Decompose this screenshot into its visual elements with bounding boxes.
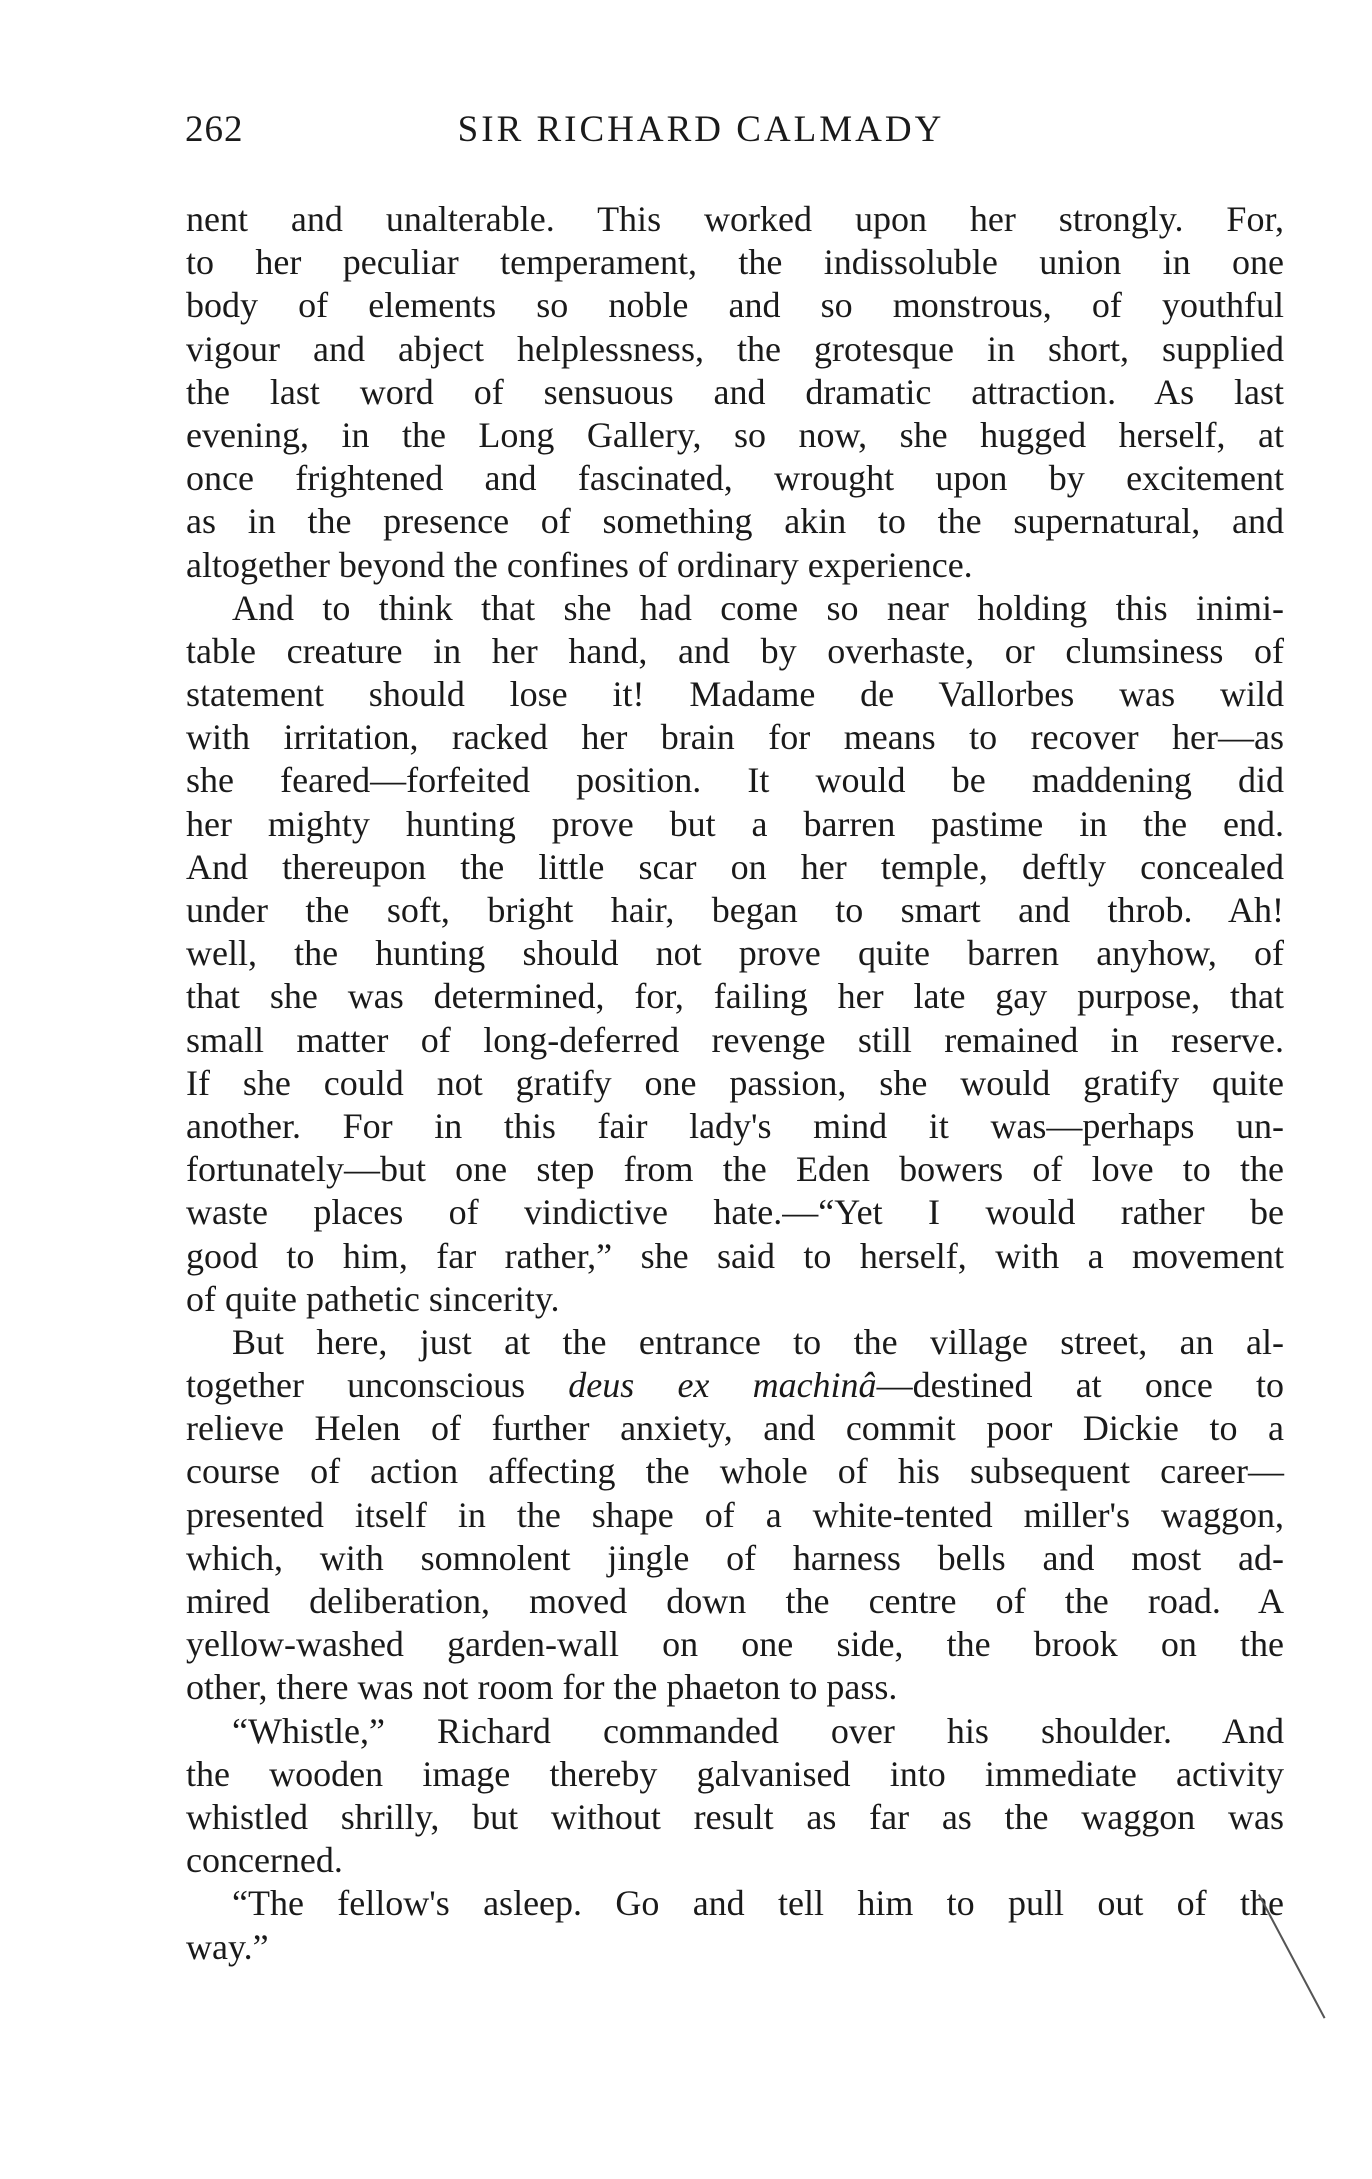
text-line: “Whistle,” Richard commanded over his shoulder. And <box>232 1710 1284 1751</box>
text-line: body of elements so noble and so monstrous, of youthful <box>186 285 1284 326</box>
text-line: “The fellow's asleep. Go and tell him to pull out of the <box>232 1883 1284 1924</box>
text-line: that she was determined, for, failing her late gay purpose, that <box>186 976 1284 1017</box>
text-line: she feared—forfeited position. It would be maddening did <box>186 760 1284 801</box>
text-line: the last word of sensuous and dramatic attraction. As last <box>186 371 1284 412</box>
text-line: small matter of long-deferred revenge still remained in reserve. <box>186 1019 1284 1060</box>
text-line: as in the presence of something akin to the supernatural, and <box>186 501 1284 542</box>
page-number: 262 <box>185 109 244 150</box>
text-line: good to him, far rather,” she said to herself, with a movement <box>186 1235 1284 1276</box>
text-line: table creature in her hand, and by overhaste, or clumsiness of <box>186 630 1284 671</box>
text-line: with irritation, racked her brain for means to recover her—as <box>186 717 1284 758</box>
italic-phrase: deus ex machinâ <box>568 1365 877 1406</box>
running-title: SIR RICHARD CALMADY <box>457 109 945 150</box>
text-line: of quite pathetic sincerity. <box>186 1278 560 1319</box>
text-line: relieve Helen of further anxiety, and commit poor Dickie to a <box>186 1408 1284 1449</box>
text-line: course of action affecting the whole of his subsequent career— <box>186 1451 1284 1492</box>
text-line: which, with somnolent jingle of harness bells and most ad- <box>186 1537 1284 1578</box>
text-line: And to think that she had come so near holding this inimi- <box>232 587 1284 628</box>
text-line: If she could not gratify one passion, she would gratify quite <box>186 1062 1284 1103</box>
text-line: presented itself in the shape of a white-tented miller's waggon, <box>186 1494 1284 1535</box>
text-line: under the soft, bright hair, began to smart and throb. Ah! <box>186 890 1284 930</box>
text-line: mired deliberation, moved down the centre of the road. A <box>186 1581 1284 1621</box>
text-line: But here, just at the entrance to the village street, an al- <box>232 1321 1284 1362</box>
body-text <box>186 198 1284 1969</box>
text-line <box>186 1364 1284 1407</box>
text-line: statement should lose it! Madame de Vallorbes was wild <box>186 674 1284 715</box>
text-line: way.” <box>186 1926 269 1967</box>
text-line: once frightened and fascinated, wrought upon by excitement <box>186 458 1284 499</box>
text-line: fortunately—but one step from the Eden bowers of love to the <box>186 1149 1284 1190</box>
text-segment: together unconscious <box>186 1365 569 1406</box>
text-line: nent and unalterable. This worked upon her strongly. For, <box>186 199 1284 239</box>
text-line: her mighty hunting prove but a barren pastime in the end. <box>186 803 1284 844</box>
text-line: other, there was not room for the phaeton to pass. <box>186 1667 898 1708</box>
text-line: well, the hunting should not prove quite barren anyhow, of <box>186 933 1284 974</box>
text-line: to her peculiar temperament, the indissoluble union in one <box>186 242 1284 283</box>
text-line: another. For in this fair lady's mind it was—perhaps un- <box>186 1105 1284 1146</box>
text-segment: —destined at once to <box>876 1365 1284 1406</box>
text-line: waste places of vindictive hate.—“Yet I would rather be <box>186 1192 1284 1233</box>
text-line: concerned. <box>186 1840 343 1881</box>
text-line: whistled shrilly, but without result as far as the waggon was <box>186 1796 1284 1837</box>
text-line: the wooden image thereby galvanised into immediate activity <box>186 1753 1284 1794</box>
text-line: yellow-washed garden-wall on one side, the brook on the <box>186 1624 1284 1665</box>
text-line: altogether beyond the confines of ordinary experience. <box>186 544 973 585</box>
text-line: vigour and abject helplessness, the grotesque in short, supplied <box>186 328 1284 369</box>
text-line: And thereupon the little scar on her temple, deftly concealed <box>186 846 1284 887</box>
text-line: evening, in the Long Gallery, so now, she hugged herself, at <box>186 414 1284 455</box>
